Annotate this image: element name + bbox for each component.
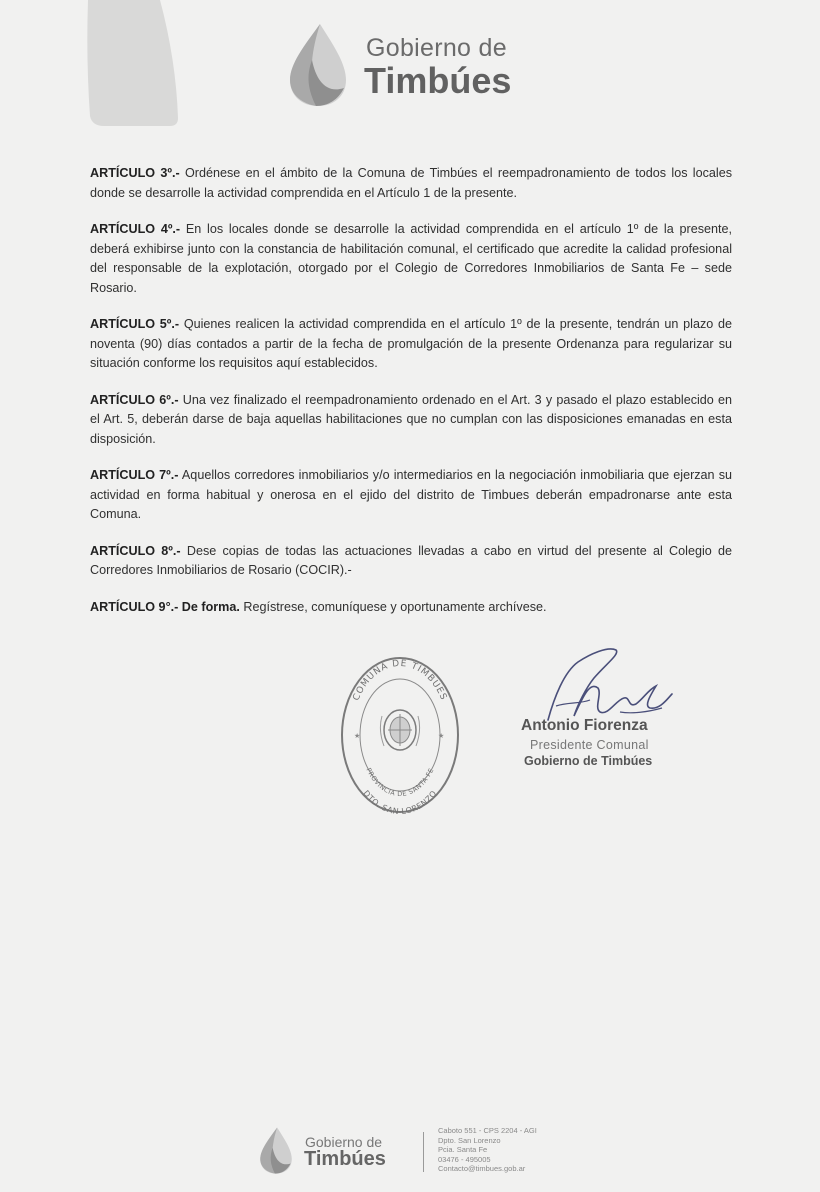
signatory-name: Antonio Fiorenza bbox=[521, 717, 648, 734]
footer-email: Contacto@timbues.gob.ar bbox=[438, 1164, 526, 1173]
header-logo-line1: Gobierno de bbox=[366, 34, 507, 62]
article-heading: ARTÍCULO 3º.- bbox=[90, 166, 180, 180]
header-logo bbox=[286, 20, 556, 110]
article-7 bbox=[90, 466, 732, 525]
article-9 bbox=[90, 598, 732, 618]
svg-text:★: ★ bbox=[354, 732, 361, 740]
signatory-organization: Gobierno de Timbúes bbox=[524, 754, 653, 768]
footer-logo-line1: Gobierno de bbox=[305, 1134, 383, 1150]
signatory-title: Presidente Comunal bbox=[530, 738, 649, 752]
document-body bbox=[90, 164, 732, 634]
footer-province: Pcia. Santa Fe bbox=[438, 1145, 488, 1154]
article-heading: ARTÍCULO 8º.- bbox=[90, 543, 181, 558]
official-seal-stamp bbox=[338, 654, 462, 816]
header-logo-line2: Timbúes bbox=[364, 60, 512, 101]
coat-of-arms-icon bbox=[380, 710, 419, 750]
article-8 bbox=[90, 542, 732, 581]
article-text: Una vez finalizado el reempadronamiento ordenado en el Art. 3 y pasado el plazo establecido en el Art. 5, deberán darse de baja aquellas habilitaciones que no cumplan con las disposiciones emanadas en esta disposición. bbox=[90, 392, 732, 446]
article-text: En los locales donde se desarrolle la actividad comprendida en el artículo 1º de la presente, deberá exhibirse junto con la constancia de habilitación comunal, el certificado que acredite la calidad profesional del responsable de la explotación, otorgado por el Colegio de Corredores Inmobiliarios de Santa Fe – sede Rosario. bbox=[90, 222, 733, 295]
article-5 bbox=[90, 315, 732, 374]
footer-address: Caboto 551 - CPS 2204 - AGI bbox=[438, 1126, 537, 1135]
article-text: Ordénese en el ámbito de la Comuna de Timbúes el reempadronamiento de todos los locales donde se desarrolle la actividad comprendida en el Artículo 1 de la presente. bbox=[90, 166, 733, 200]
footer-divider bbox=[423, 1132, 424, 1172]
footer-contact-block bbox=[438, 1126, 537, 1174]
article-text: Quienes realicen la actividad comprendida en el artículo 1º de la presente, tendrán un plazo de noventa (90) días contados a partir de la fecha de promulgación de la presente Ordenanza para regularizar su situación conforme los requisitos aquí establecidos. bbox=[90, 317, 732, 370]
article-6 bbox=[90, 391, 732, 450]
article-text: Aquellos corredores inmobiliarios y/o intermediarios en la negociación inmobiliaria que ejerzan su actividad en forma habitual y onerosa en el ejido del distrito de Timbues deberán empadronarse ante esta Comuna. bbox=[90, 468, 732, 521]
article-text: Regístrese, comuníquese y oportunamente archívese. bbox=[239, 599, 547, 614]
seal-top-text: COMUNA DE TIMBUES bbox=[351, 658, 449, 703]
article-text: Dese copias de todas las actuaciones llevadas a cabo en virtud del presente al Colegio de Corredores Inmobiliarios de Rosario (COCIR).- bbox=[90, 543, 733, 577]
footer-phone: 03476 - 495005 bbox=[438, 1154, 491, 1164]
article-heading: ARTÍCULO 5º.- bbox=[90, 317, 180, 331]
svg-text:COMUNA DE TIMBUES bbox=[352, 659, 449, 702]
svg-text:★: ★ bbox=[438, 732, 445, 740]
article-3 bbox=[90, 164, 732, 203]
article-heading: ARTÍCULO 9°.- bbox=[90, 599, 179, 614]
article-bold-text: De forma. bbox=[178, 599, 240, 614]
svg-text:PROVINCIA DE SANTA FE bbox=[364, 767, 435, 798]
seal-bottom-text: PROVINCIA DE SANTA FE bbox=[364, 766, 436, 799]
footer-logo bbox=[258, 1120, 418, 1180]
footer-department: Dpto. San Lorenzo bbox=[438, 1135, 501, 1145]
article-4 bbox=[90, 220, 732, 298]
footer-drop-logo-icon bbox=[258, 1124, 294, 1176]
seal-district-text: DTO. SAN LORENZO bbox=[361, 788, 439, 816]
article-heading: ARTÍCULO 4º.- bbox=[90, 222, 181, 236]
drop-logo-icon bbox=[286, 20, 350, 108]
article-heading: ARTÍCULO 7º.- bbox=[90, 468, 179, 482]
decorative-corner-shape bbox=[0, 0, 180, 126]
footer-logo-line2: Timbúes bbox=[304, 1148, 386, 1170]
article-heading: ARTÍCULO 6º.- bbox=[90, 392, 179, 407]
